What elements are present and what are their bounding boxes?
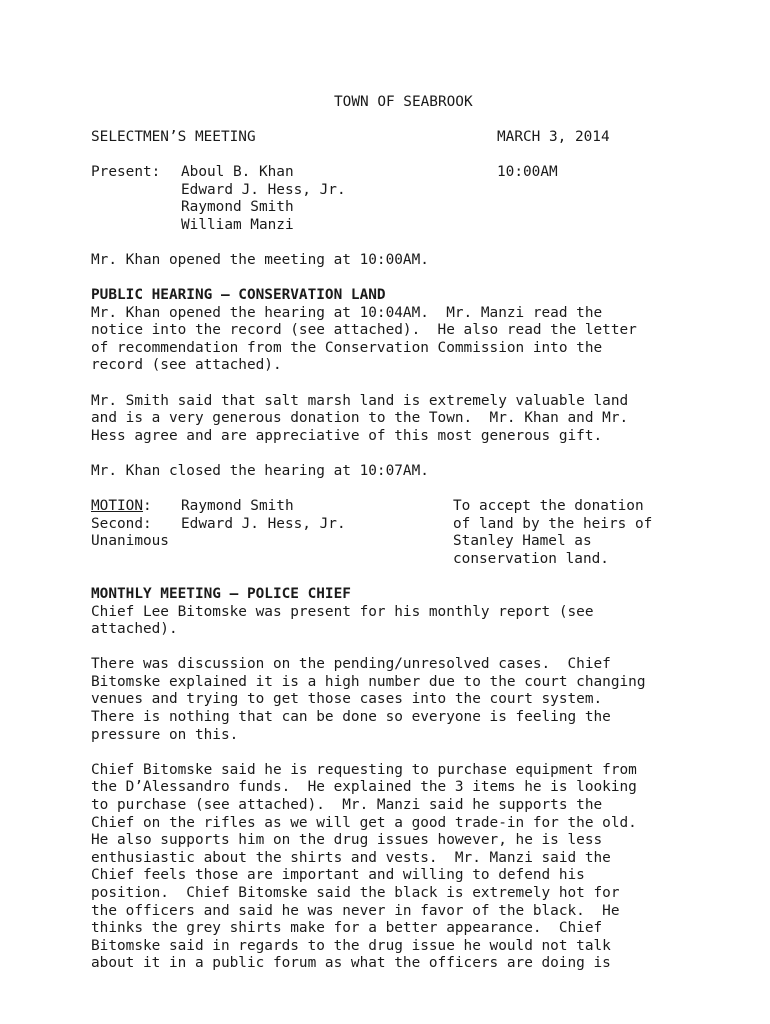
section-heading-police-chief: MONTHLY MEETING – POLICE CHIEF [91,586,351,602]
motion-by: Raymond Smith [181,498,294,514]
paragraph-line: record (see attached). [91,357,282,373]
paragraph-line: and is a very generous donation to the Town. Mr. Khan and Mr. [91,410,629,426]
motion-description-line: Stanley Hamel as [453,533,592,549]
meeting-time: 10:00AM [497,164,558,180]
motion-description-line: conservation land. [453,551,609,567]
section-heading-public-hearing: PUBLIC HEARING – CONSERVATION LAND [91,287,386,303]
opening-statement: Mr. Khan opened the meeting at 10:00AM. [91,252,429,268]
paragraph-line: pressure on this. [91,727,239,743]
present-label: Present: [91,164,161,180]
second-by: Edward J. Hess, Jr. [181,516,346,532]
paragraph-line: Bitomske explained it is a high number due to the court changing [91,674,646,690]
motion-label [91,498,152,516]
paragraph-line: of recommendation from the Conservation Commission into the [91,340,603,356]
paragraph-line: There is nothing that can be done so everyone is feeling the [91,709,611,725]
paragraph-line: thinks the grey shirts make for a better appearance. Chief [91,920,603,936]
motion-description-line: of land by the heirs of [453,516,653,532]
paragraph-line: position. Chief Bitomske said the black is extremely hot for [91,885,620,901]
meeting-date: MARCH 3, 2014 [497,129,610,145]
paragraph-line: the officers and said he was never in favor of the black. He [91,903,620,919]
paragraph-line: Bitomske said in regards to the drug issue he would not talk [91,938,611,954]
paragraph-line: There was discussion on the pending/unresolved cases. Chief [91,656,611,672]
paragraph-line: Hess agree and are appreciative of this most generous gift. [91,428,603,444]
present-member: Raymond Smith [181,199,294,215]
paragraph-line: Mr. Khan opened the hearing at 10:04AM. Mr. Manzi read the [91,305,603,321]
second-label: Second: [91,516,152,532]
paragraph-line: about it in a public forum as what the officers are doing is [91,955,611,971]
paragraph-line: notice into the record (see attached). He also read the letter [91,322,637,338]
paragraph-line: Chief Bitomske said he is requesting to purchase equipment from [91,762,637,778]
paragraph-line: Chief on the rifles as we will get a good trade-in for the old. [91,815,637,831]
paragraph-line: Mr. Smith said that salt marsh land is extremely valuable land [91,393,629,409]
paragraph-line: enthusiastic about the shirts and vests. Mr. Manzi said the [91,850,611,866]
meeting-title: SELECTMEN’S MEETING [91,129,256,145]
paragraph-line: the D’Alessandro funds. He explained the 3 items he is looking [91,779,637,795]
present-member: Edward J. Hess, Jr. [181,182,346,198]
paragraph-line: He also supports him on the drug issues however, he is less [91,832,603,848]
town-title: TOWN OF SEABROOK [334,94,473,110]
paragraph-line: Chief feels those are important and willing to defend his [91,867,585,883]
hearing-closing: Mr. Khan closed the hearing at 10:07AM. [91,463,429,479]
motion-description-line: To accept the donation [453,498,644,514]
motion-label-text: MOTION [91,498,143,514]
present-member: William Manzi [181,217,294,233]
present-member: Aboul B. Khan [181,164,294,180]
vote-result: Unanimous [91,533,169,549]
motion-label-colon: : [142,498,152,514]
paragraph-line: to purchase (see attached). Mr. Manzi said he supports the [91,797,603,813]
paragraph-line: Chief Lee Bitomske was present for his monthly report (see [91,604,594,620]
paragraph-line: attached). [91,621,178,637]
paragraph-line: venues and trying to get those cases into the court system. [91,691,603,707]
